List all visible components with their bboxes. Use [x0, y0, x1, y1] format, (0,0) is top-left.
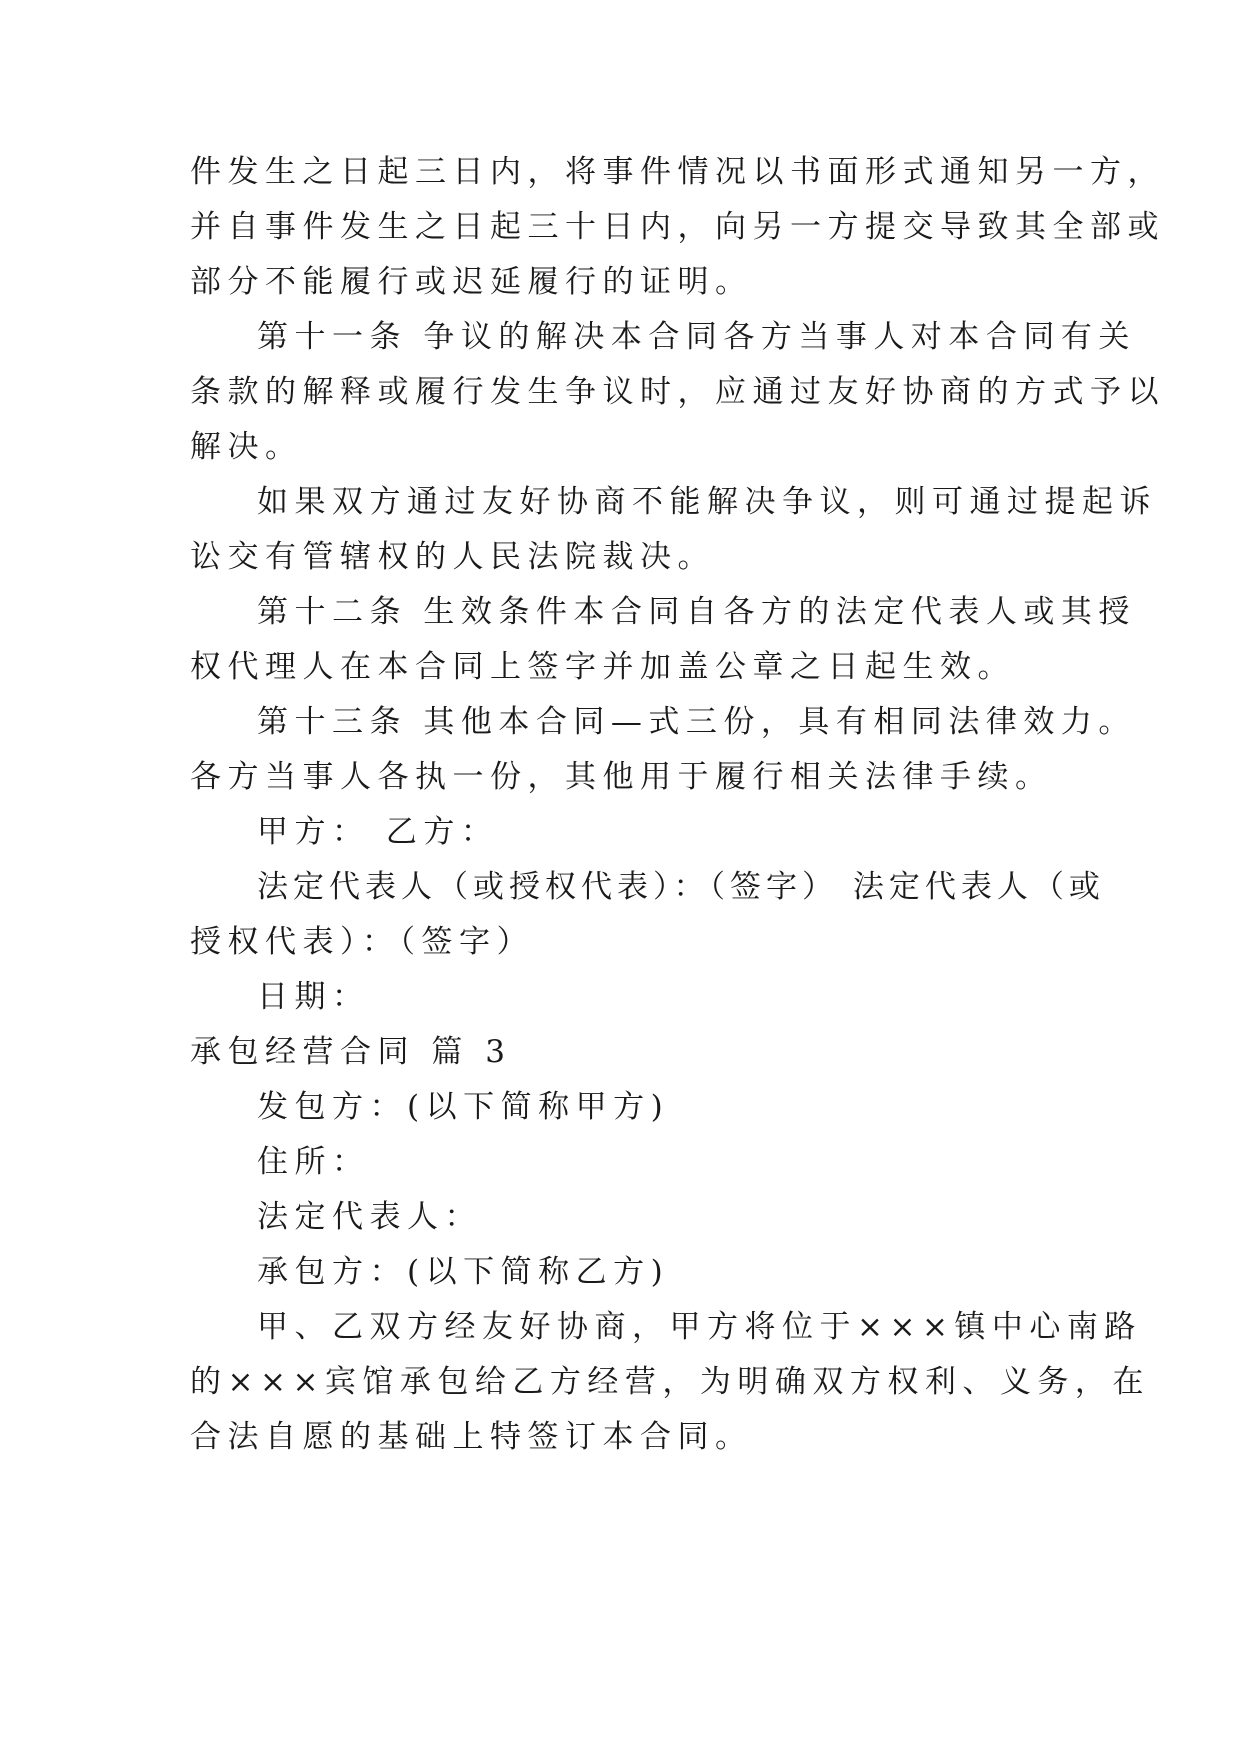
signature-line: 法定代表人（或授权代表）：（签字） 法定代表人（或	[257, 869, 1105, 905]
article-13-heading-line: 第十三条 其他本合同—式三份，具有相同法律效力。	[257, 704, 1136, 740]
article-12-heading-line: 第十二条 生效条件本合同自各方的法定代表人或其授	[257, 594, 1136, 630]
body-text-line: 讼交有管辖权的人民法院裁决。	[190, 539, 715, 575]
body-text-line: 条款的解释或履行发生争议时，应通过友好协商的方式予以	[190, 374, 1165, 410]
signature-line: 授权代表）：（签字）	[190, 924, 534, 960]
body-text-line: 解决。	[190, 429, 303, 465]
body-text-line: 合法自愿的基础上特签订本合同。	[190, 1419, 753, 1455]
date-line: 日期：	[257, 979, 370, 1015]
contractor-line: 承包方：(以下简称乙方)	[257, 1254, 670, 1290]
contractor-issuer-line: 发包方：(以下简称甲方)	[257, 1089, 670, 1125]
body-text-line: 件发生之日起三日内，将事件情况以书面形式通知另一方，	[190, 154, 1165, 190]
body-text-line: 部分不能履行或迟延履行的证明。	[190, 264, 753, 300]
body-text-line: 并自事件发生之日起三十日内，向另一方提交导致其全部或	[190, 209, 1165, 245]
section-title: 承包经营合同 篇 3	[190, 1034, 512, 1070]
article-11-heading-line: 第十一条 争议的解决本合同各方当事人对本合同有关	[257, 319, 1136, 355]
body-text-line: 如果双方通过友好协商不能解决争议，则可通过提起诉	[257, 484, 1157, 520]
body-text-line: 权代理人在本合同上签字并加盖公章之日起生效。	[190, 649, 1015, 685]
body-text-line: 甲、乙双方经友好协商，甲方将位于×××镇中心南路	[257, 1309, 1142, 1345]
party-labels-line: 甲方： 乙方：	[257, 814, 499, 850]
body-text-line: 各方当事人各执一份，其他用于履行相关法律手续。	[190, 759, 1053, 795]
legal-representative-line: 法定代表人：	[257, 1199, 482, 1235]
body-text-line: 的×××宾馆承包给乙方经营，为明确双方权利、义务，在	[190, 1364, 1150, 1400]
address-line: 住所：	[257, 1144, 370, 1180]
